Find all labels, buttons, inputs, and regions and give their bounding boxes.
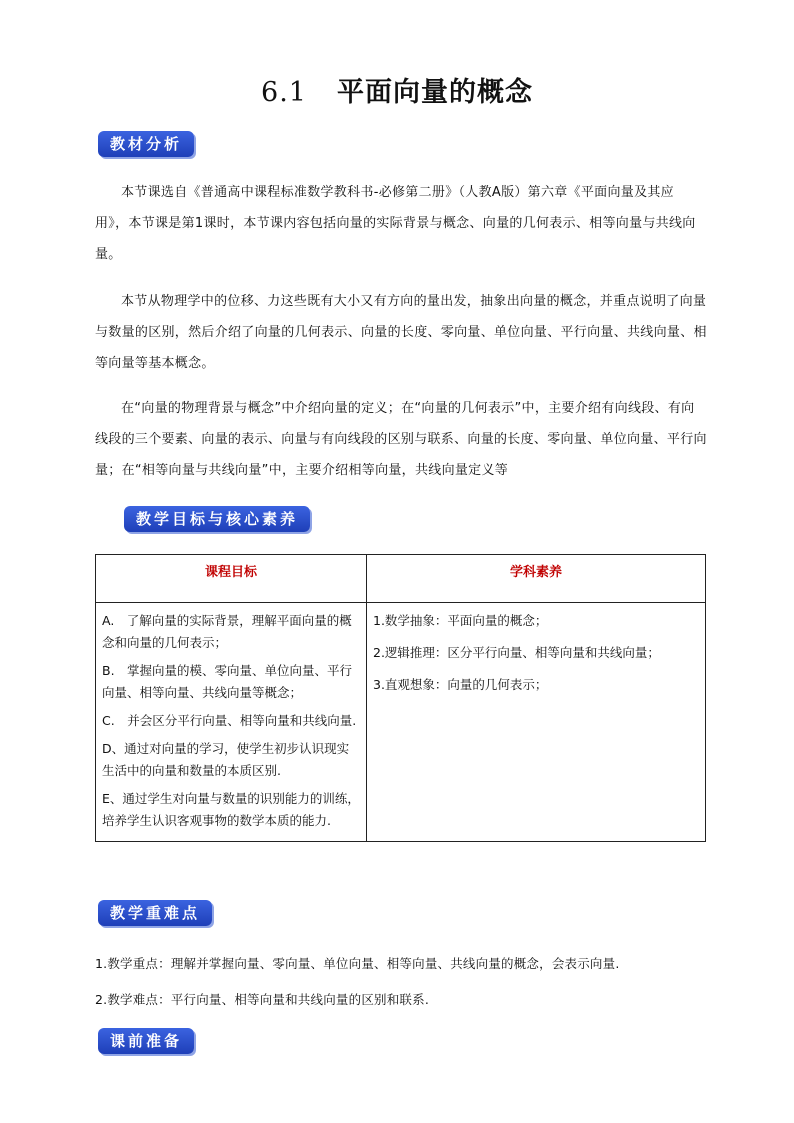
section-number: 6.1 xyxy=(261,77,307,108)
literacy-item: 3.直观想象：向量的几何表示； xyxy=(373,677,548,692)
goals-section-badge: 教学目标与核心素养 xyxy=(124,506,310,532)
course-goal-item: A. 了解向量的实际背景，理解平面向量的概念和向量的几何表示； xyxy=(102,613,352,650)
course-goals-cell xyxy=(96,603,367,842)
section-title: 平面向量的概念 xyxy=(336,77,533,108)
literacy-item: 2.逻辑推理：区分平行向量、相等向量和共线向量； xyxy=(373,645,660,660)
course-goal-item: D、通过对向量的学习，使学生初步认识现实生活中的向量和数量的本质区别. xyxy=(102,741,350,778)
analysis-section-badge: 教材分析 xyxy=(98,131,194,157)
literacy-header: 学科素养 xyxy=(367,555,706,603)
analysis-paragraph-3: 在“向量的物理背景与概念”中介绍向量的定义；在“向量的几何表示”中，主要介绍有向线段、有向线段的三个要素、向量的表示、向量与有向线段的区别与联系、向量的长度、零向量、单位向量、平行向量；在“相等向量与共线向量”中，主要介绍相等向量，共线向量定义等 xyxy=(95,401,707,478)
analysis-paragraph-1: 本节课选自《普通高中课程标准数学教科书-必修第二册》（人教A版）第六章《平面向量及其应用》，本节课是第1课时，本节课内容包括向量的实际背景与概念、向量的几何表示、相等向量与共线向量。 xyxy=(95,185,696,262)
course-goal-item: B. 掌握向量的模、零向量、单位向量、平行向量、相等向量、共线向量等概念； xyxy=(102,663,353,700)
analysis-paragraph-2: 本节从物理学中的位移、力这些既有大小又有方向的量出发，抽象出向量的概念，并重点说明了向量与数量的区别，然后介绍了向量的几何表示、向量的长度、零向量、单位向量、平行向量、共线向量、相等向量等基本概念。 xyxy=(95,294,707,371)
page-title xyxy=(0,70,794,109)
key-points-section-badge: 教学重难点 xyxy=(98,900,212,926)
goals-table-row xyxy=(96,603,706,842)
course-goals-header: 课程目标 xyxy=(96,555,367,603)
teaching-difficulty: 2.教学难点：平行向量、相等向量和共线向量的区别和联系. xyxy=(95,992,430,1007)
literacy-item: 1.数学抽象：平面向量的概念； xyxy=(373,613,548,628)
course-goal-item: C. 并会区分平行向量、相等向量和共线向量. xyxy=(102,713,357,728)
teaching-focus: 1.教学重点：理解并掌握向量、零向量、单位向量、相等向量、共线向量的概念，会表示向量. xyxy=(95,956,620,971)
preparation-section-badge: 课前准备 xyxy=(98,1028,194,1054)
literacy-cell xyxy=(367,603,706,842)
goals-table xyxy=(95,554,706,842)
course-goal-item: E、通过学生对向量与数量的识别能力的训练，培养学生认识客观事物的数学本质的能力. xyxy=(102,791,360,828)
goals-table-header-row xyxy=(96,555,706,603)
